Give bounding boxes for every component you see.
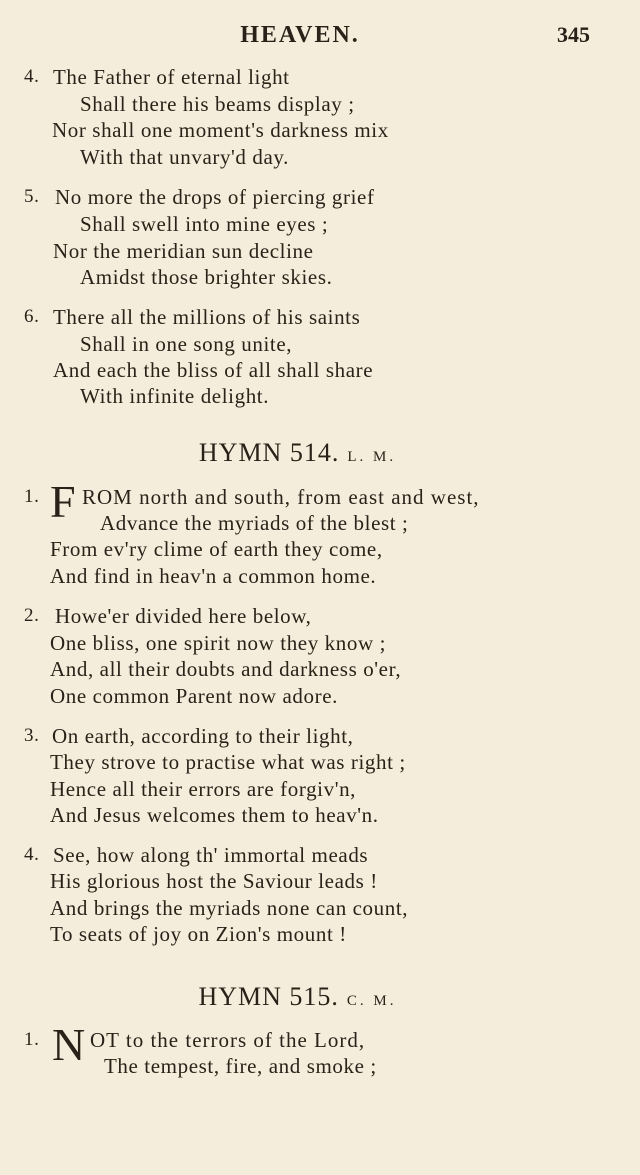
verse-line: See, how along th' immortal meads xyxy=(53,843,369,867)
verse-line: With infinite delight. xyxy=(80,384,270,408)
stanza-number: 5. xyxy=(24,186,40,207)
stanza-number: 6. xyxy=(24,306,40,327)
verse-line: Hence all their errors are forgiv'n, xyxy=(50,777,357,801)
page-title: HEAVEN. xyxy=(240,22,360,48)
verse-line: Advance the myriads of the blest ; xyxy=(100,511,409,535)
hymn-meter: L. M. xyxy=(347,449,397,465)
verse-line: Howe'er divided here below, xyxy=(55,604,312,628)
verse-line: The tempest, fire, and smoke ; xyxy=(104,1054,377,1078)
verse-line: They strove to practise what was right ; xyxy=(50,750,406,774)
verse-line: Shall in one song unite, xyxy=(80,332,293,356)
verse-line: His glorious host the Saviour leads ! xyxy=(50,869,378,893)
hymn-title: HYMN 515. xyxy=(198,982,339,1011)
verse-line: On earth, according to their light, xyxy=(52,724,354,748)
stanza-number: 4. xyxy=(24,844,40,865)
verse-line: There all the millions of his saints xyxy=(53,305,361,329)
verse-line: And find in heav'n a common home. xyxy=(50,564,377,588)
verse-line: Shall swell into mine eyes ; xyxy=(80,212,329,236)
page-number: 345 xyxy=(557,22,590,47)
stanza-number: 1. xyxy=(24,486,40,507)
verse-line: Amidst those brighter skies. xyxy=(80,265,333,289)
verse-line: And, all their doubts and darkness o'er, xyxy=(50,657,402,681)
drop-cap: N xyxy=(52,1019,86,1070)
verse-line: With that unvary'd day. xyxy=(80,145,289,169)
hymn-meter: C. M. xyxy=(346,993,397,1009)
stanza-number: 1. xyxy=(24,1029,40,1050)
hymn-heading xyxy=(0,438,595,468)
verse-line: No more the drops of piercing grief xyxy=(55,185,375,209)
verse-line: One bliss, one spirit now they know ; xyxy=(50,631,387,655)
stanza-number: 3. xyxy=(24,725,40,746)
verse-line: ROM north and south, from east and west, xyxy=(82,485,480,509)
verse-line: Shall there his beams display ; xyxy=(80,92,355,116)
hymn-title: HYMN 514. xyxy=(198,438,340,467)
stanza-number: 4. xyxy=(24,66,40,87)
verse-line: The Father of eternal light xyxy=(53,65,290,89)
running-header xyxy=(0,22,640,54)
verse-line: Nor shall one moment's darkness mix xyxy=(52,118,389,142)
stanza-number: 2. xyxy=(24,605,40,626)
verse-line: To seats of joy on Zion's mount ! xyxy=(50,922,347,946)
verse-line: From ev'ry clime of earth they come, xyxy=(50,537,383,561)
verse-line: One common Parent now adore. xyxy=(50,684,338,708)
drop-cap: F xyxy=(50,476,76,527)
verse-line: Nor the meridian sun decline xyxy=(53,239,314,263)
hymn-heading xyxy=(0,982,595,1012)
verse-line: And each the bliss of all shall share xyxy=(53,358,374,382)
verse-line: And brings the myriads none can count, xyxy=(50,896,409,920)
verse-line: And Jesus welcomes them to heav'n. xyxy=(50,803,379,827)
verse-line: OT to the terrors of the Lord, xyxy=(90,1028,366,1052)
